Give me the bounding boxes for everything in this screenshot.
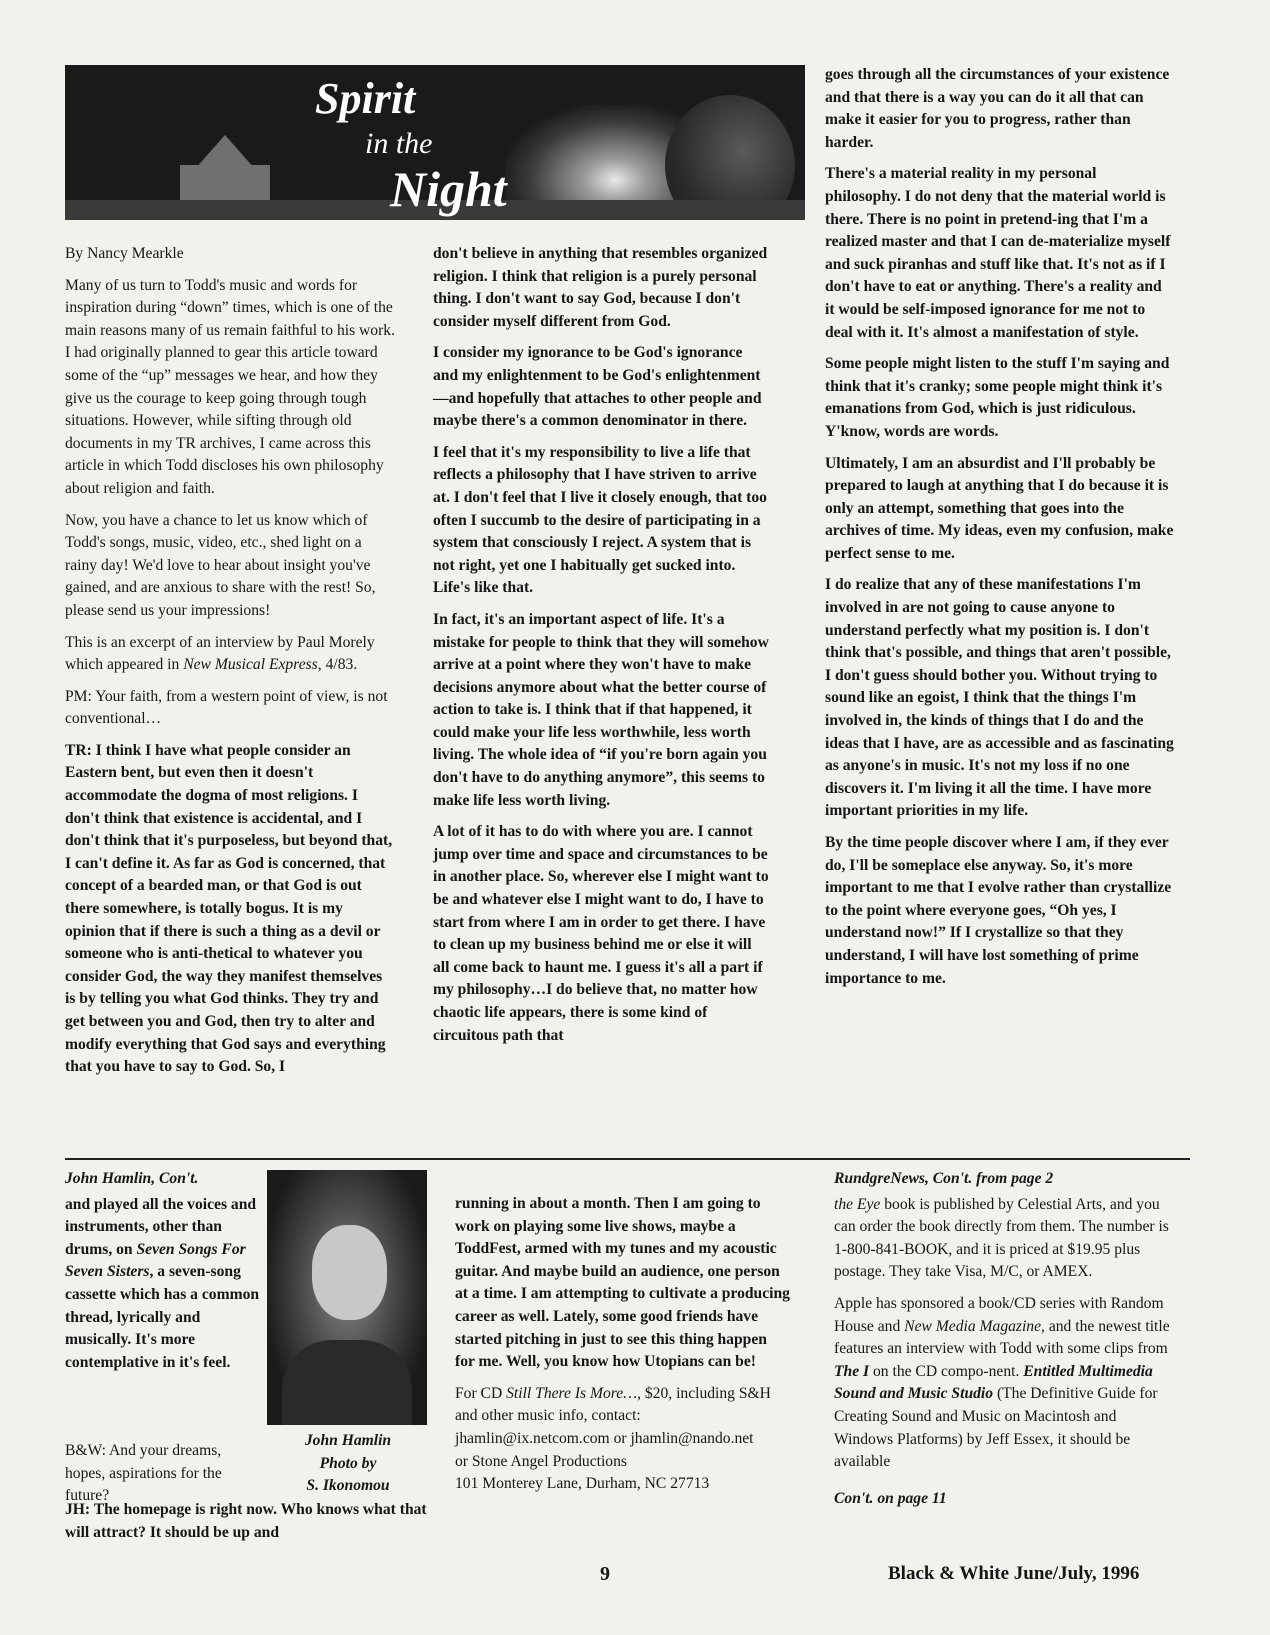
book-title: Entitled Multimedia Sound and Music Studio xyxy=(834,1362,1153,1403)
header-banner xyxy=(65,65,805,220)
cd-title: The I xyxy=(834,1362,870,1380)
article-column-1 xyxy=(65,243,395,1088)
album-title: Seven Songs For Seven Sisters xyxy=(65,1240,246,1281)
postal-address: 101 Monterey Lane, Durham, NC 27713 xyxy=(455,1475,710,1493)
publication-footer: Black & White June/July, 1996 xyxy=(888,1563,1140,1584)
paragraph: Apple has sponsored a book/CD series with Random House and New Media Magazine, and the newest title features an interview with Todd with some clips from The I on the CD compo-nent. Entitled Multimedia Sound and Music Studio (The Definitive Guide for Creating Sound and Music on Macintosh and Windows Platforms) by Jeff Essex, it should be available xyxy=(834,1294,1170,1471)
photo-caption: John Hamlin Photo by S. Ikonomou xyxy=(304,1432,392,1495)
page-number: 9 xyxy=(600,1563,610,1585)
banner-title-2: in the xyxy=(365,127,433,160)
article-column-3 xyxy=(825,64,1175,999)
paragraph: I consider my ignorance to be God's ignorance and my enlightenment to be God's enlightenment—and hopefully that attaches to other people and maybe there's a common denominator in there. xyxy=(433,344,762,430)
paragraph: By the time people discover where I am, if they ever do, I'll be someplace else anyway. So, it's more important to me that I evolve rather than crystallize to the point where everyone goes, “Oh yes, I understand now!” If I crystallize so that they understand, I will have lost something of prime importance to me. xyxy=(825,834,1172,987)
continuation-note: Con't. on page 11 xyxy=(834,1489,947,1507)
shirt xyxy=(282,1340,412,1425)
label-name: or Stone Angel Productions xyxy=(455,1452,627,1470)
paragraph: B&W: And your dreams, hopes, aspirations for the future? xyxy=(65,1442,222,1505)
section-heading: John Hamlin, Con't. xyxy=(65,1170,199,1187)
section-heading: RundgreNews, Con't. from page 2 xyxy=(834,1170,1054,1187)
paragraph: Some people might listen to the stuff I'm saying and think that it's cranky; some people might think it's emanations from God, which is just ridiculous. Y'know, words are words. xyxy=(825,355,1170,440)
paragraph: TR: I think I have what people consider an Eastern bent, but even then it doesn't accommodate the dogma of most religions. I don't think that existence is accidental, and I don't think that it's purposeless, but beyond that, I can't define it. As far as God is concerned, that concept of a bearded man, or that God is out there somewhere, is totally bogus. It is my opinion that if there is such a thing as a devil or someone who is anti-thetical to whatever you consider God, the way they manifest themselves is by telling you what God thinks. They try and get between you and God, then try to alter and modify everything that God says and everything that you have to say to God. So, I xyxy=(65,741,393,1076)
byline: By Nancy Mearkle xyxy=(65,245,184,262)
rundgrenews-column xyxy=(834,1168,1179,1519)
paragraph: There's a material reality in my personal philosophy. I do not deny that the material world is there. There is no point in pretend-ing that I'm a realized master and that I can de-materialize myself and suck piranhas and stuff like that. It's not as if I don't have to eat or anything. There's a reality and it would be self-imposed ignorance for me not to deal with it. It's almost a manifestation of style. xyxy=(825,165,1171,341)
paragraph: PM: Your faith, from a western point of view, is not conventional… xyxy=(65,687,388,728)
cd-title: Still There Is More… xyxy=(506,1384,638,1402)
paragraph: Many of us turn to Todd's music and words for inspiration during “down” times, which is one of the main reasons many of us remain faithful to his work. I had originally planned to gear this article toward some of the “up” messages we hear, and how they give us the courage to keep going through tough situations. However, while sifting through old documents in my TR archives, I came across this article in which Todd discloses his own philosophy about religion and faith. xyxy=(65,276,395,497)
paragraph: JH: The homepage is right now. Who knows what that will attract? It should be up and xyxy=(65,1501,427,1541)
article-column-2 xyxy=(433,243,769,1056)
face xyxy=(312,1225,387,1320)
paragraph: In fact, it's an important aspect of life. It's a mistake for people to think that they will somehow arrive at a point where they won't have to make decisions anymore about what the better course of action to take is. I think that if that happened, it could make your life less worthwhile, less worth living. The whole idea of “if you're born again you don't have to do anything anymore”, this seems to make life less worth living. xyxy=(433,610,769,809)
paragraph: goes through all the circumstances of your existence and that there is a way you can do it all that can make it easier for you to progress, rather than harder. xyxy=(825,66,1170,151)
paragraph: and played all the voices and instruments, other than drums, on Seven Songs For Seven Sisters, a seven-song cassette which has a common thread, lyrically and musically. It's more contemplative in it's feel. xyxy=(65,1195,260,1371)
section-divider xyxy=(65,1158,1190,1160)
paragraph: don't believe in anything that resembles organized religion. I think that religion is a purely personal thing. I don't want to say God, because I don't consider myself different from God. xyxy=(433,245,768,330)
paragraph: A lot of it has to do with where you are. I cannot jump over time and space and circumstances to be in another place. So, wherever else I might want to be and whatever else I might want to do, I have to start from where I am in order to get there. I have to clean up my business behind me or else it will all come back to haunt me. I guess it's all a part if my philosophy…I do believe that, no matter how chaotic life appears, there is some kind of circuitous path that xyxy=(433,823,769,1044)
paragraph: I do realize that any of these manifestations I'm involved in are not going to cause anyone to understand perfectly what my position is. I don't think that's possible, and things that aren't possible, I don't guess should bother you. Without trying to sound like an egoist, I think that the things I'm involved in, the kinds of things that I do and the ideas that I have, are as accessible and as fascinating as anyone's in music. It's not my loss if no one discovers it. I'm living it all the time. I have more important priorities in my life. xyxy=(825,576,1174,820)
email-addresses: jhamlin@ix.netcom.com or jhamlin@nando.net xyxy=(455,1429,754,1447)
paragraph: the Eye book is published by Celestial Arts, and you can order the book directly from them. The number is 1-800-841-BOOK, and it is priced at $19.95 plus postage. They take Visa, M/C, or AMEX. xyxy=(834,1195,1169,1281)
paragraph: This is an excerpt of an interview by Paul Morely which appeared in New Musical Express, 4/83. xyxy=(65,633,375,674)
paragraph: Now, you have a chance to let us know which of Todd's songs, music, video, etc., shed light on a rainy day! We'd love to hear about insight you've gained, and are anxious to share with the rest! So, please send us your impressions! xyxy=(65,511,376,619)
magazine-title: New Media Magazine xyxy=(904,1317,1042,1335)
hamlin-answer xyxy=(65,1499,435,1553)
banner-title-3: Night xyxy=(390,161,507,217)
hamlin-column-1 xyxy=(65,1168,263,1383)
contact-info: For CD Still There Is More…, $20, including S&H and other music info, contact: xyxy=(455,1384,771,1425)
house-roof xyxy=(195,135,255,169)
john-hamlin-photo xyxy=(267,1170,427,1425)
publication-name: New Musical Express xyxy=(183,656,318,674)
paragraph: Ultimately, I am an absurdist and I'll probably be prepared to laugh at anything that I do because it is only an attempt, something that goes into the archives of time. My ideas, even my confusion, make perfect sense to me. xyxy=(825,454,1174,562)
paragraph: I feel that it's my responsibility to live a life that reflects a philosophy that I have striven to arrive at. I don't feel that I live it closely enough, that too often I succumb to the desire of participating in a system that consciously I reject. A system that is not right, yet one I habitually get sucked into. Life's like that. xyxy=(433,443,767,597)
hamlin-column-2 xyxy=(455,1193,790,1496)
book-title: the Eye xyxy=(834,1195,881,1213)
paragraph: running in about a month. Then I am going to work on playing some live shows, maybe a ToddFest, armed with my tunes and my acoustic guitar. And maybe build an audience, one person at a time. I am attempting to cultivate a producing career as well. Lately, some good friends have started pitching in just to see this thing happen for me. Well, you know how Utopians can be! xyxy=(455,1195,790,1371)
banner-title-1: Spirit xyxy=(315,74,416,123)
